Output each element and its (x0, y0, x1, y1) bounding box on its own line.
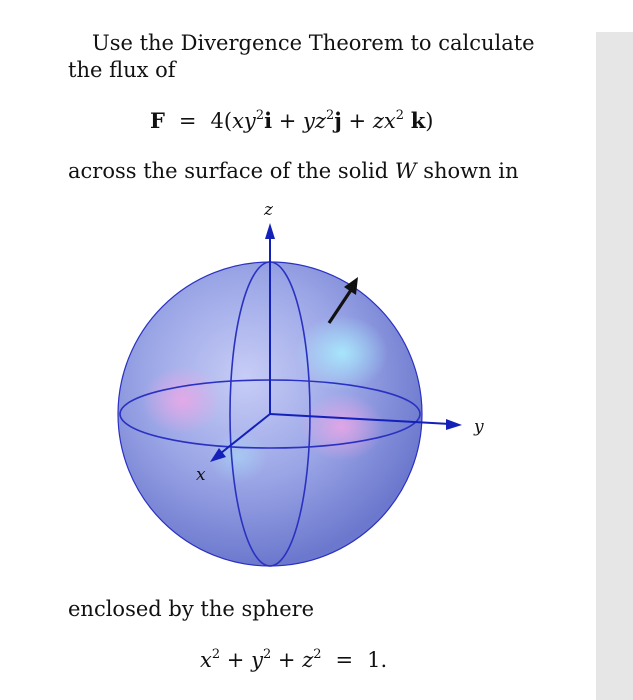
z-axis-label: z (264, 200, 273, 220)
plus-sign: + (271, 648, 303, 672)
vector-field-equation (150, 108, 433, 133)
exp-z: 2 (313, 647, 322, 662)
unit-vector-j: j (334, 108, 342, 133)
highlight-pink-right (300, 393, 384, 461)
highlight-pink-left (142, 366, 222, 434)
z-axis-arrowhead (265, 223, 275, 239)
var-y: y (251, 648, 263, 672)
equals-sign: = (178, 109, 197, 133)
var-z: z (302, 648, 314, 672)
term1: xy (232, 109, 256, 133)
y-axis-label: y (474, 417, 484, 437)
equals-sign: = (335, 648, 354, 672)
field-symbol: F (150, 108, 165, 133)
across-tail: shown in (423, 159, 519, 183)
across-text: across the surface of the solid (68, 159, 389, 183)
across-sentence (68, 158, 519, 185)
scrollbar-track[interactable] (596, 32, 633, 700)
var-x: x (200, 648, 212, 672)
plus-sign: + (272, 109, 304, 133)
plus-sign: + (341, 109, 373, 133)
x-axis-label: x (196, 465, 206, 485)
intro-line-2: the flux of (68, 58, 176, 82)
unit-vector-k: k (410, 108, 426, 133)
term2: yz (303, 109, 326, 133)
term3-exponent: 2 (395, 108, 405, 123)
exp-y: 2 (262, 647, 272, 662)
sphere-equation (200, 648, 387, 672)
sphere-figure (110, 195, 510, 580)
enclosed-sentence: enclosed by the sphere (68, 597, 315, 621)
unit-vector-i: i (264, 108, 273, 133)
term3: zx (372, 109, 396, 133)
term2-exponent: 2 (325, 108, 335, 123)
rhs-value: 1. (367, 648, 388, 672)
problem-intro (68, 30, 538, 84)
y-axis-arrowhead (446, 419, 462, 430)
solid-name: W (394, 159, 417, 183)
exp-x: 2 (211, 647, 221, 662)
intro-line-1: Use the Divergence Theorem to calculate (92, 31, 535, 55)
plus-sign: + (220, 648, 252, 672)
coefficient: 4( (210, 109, 233, 133)
term1-exponent: 2 (255, 108, 265, 123)
closing-paren: ) (425, 109, 434, 133)
